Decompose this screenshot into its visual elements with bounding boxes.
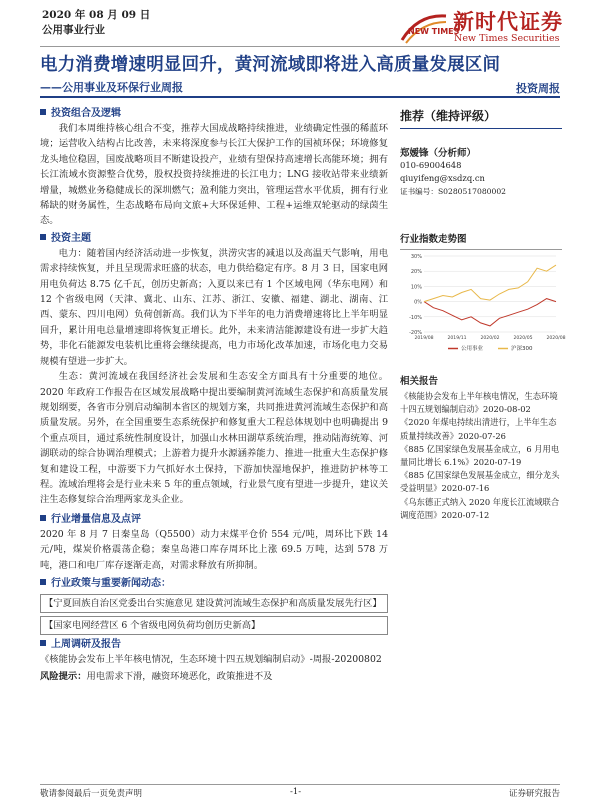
chart-title: 行业指数走势图 bbox=[400, 234, 467, 245]
report-type-label: 投资周报 bbox=[516, 82, 560, 95]
company-name-en: New Times Securities bbox=[454, 33, 560, 44]
square-bullet-icon bbox=[40, 579, 46, 585]
section-heading: 上周调研及报告 bbox=[40, 637, 388, 652]
series-line-csi300 bbox=[424, 265, 556, 302]
footer-label: 证券研究报告 bbox=[508, 789, 560, 799]
square-bullet-icon bbox=[40, 515, 46, 521]
rating-label: 推荐（维持评级） bbox=[400, 109, 497, 123]
related-reports-list bbox=[400, 390, 562, 522]
related-report-link[interactable]: 《885 亿国家绿色发展基金成立，6 月用电量同比增长 6.1%》2020-07-19 bbox=[400, 443, 560, 468]
risk-text: 用电需求下滑，融资环境恶化，政策推进不及 bbox=[86, 671, 273, 683]
y-tick-label: 0% bbox=[414, 299, 422, 306]
header-divider bbox=[40, 46, 560, 47]
news-item: 【宁夏回族自治区党委出台实施意见 建设黄河流域生态保护和高质量发展先行区】 bbox=[40, 594, 388, 613]
y-tick-label: 30% bbox=[410, 254, 422, 260]
main-content bbox=[40, 106, 388, 685]
analyst-email[interactable]: qiuyifeng@xsdzq.cn bbox=[400, 173, 485, 183]
section-heading: 行业政策与重要新闻动态： bbox=[40, 576, 388, 591]
report-title: 电力消费增速明显回升，黄河流域即将进入高质量发展区间 bbox=[40, 55, 501, 75]
portfolio-paragraph: 我们本周维持核心组合不变，推荐大国成战略持续推进，业绩确定性强的稀蓝环境；运营收入结构占比改善，未来将深度参与长江大保护工作的国祯环保；环境修复龙头地位稳固，国废战略项目不断建设投产，业绩有望保持高速增长高能环境；拥有长江流域水资源整合优势，股权投资持续推进的长江电力；LNG 接收站带来业绩新增量，城燃业务稳健成长的深圳燃气；盈利能力突出，管理运营水平优质，拥有行业稀缺的财务属性，生态战略布局向文旅+大环保延伸、工程+运维双轮驱动的绿茵生态。 bbox=[40, 123, 388, 227]
legend-label: 公用事业 bbox=[461, 346, 484, 352]
news-item: 【国家电网经营区 6 个省级电网负荷均创历史新高】 bbox=[40, 616, 388, 635]
analyst-name: 郑嫒锋（分析师） bbox=[400, 148, 477, 159]
risk-warning bbox=[40, 669, 388, 684]
square-bullet-icon bbox=[40, 109, 46, 115]
industry-label: 公用事业行业 bbox=[42, 24, 105, 36]
footer-divider bbox=[40, 784, 560, 785]
page-number: -1- bbox=[290, 787, 302, 797]
analyst-cert: 证书编号：S0280517080002 bbox=[400, 187, 506, 196]
title-divider bbox=[40, 96, 560, 98]
square-bullet-icon bbox=[40, 234, 46, 240]
related-report-link[interactable]: 《核能协会发布上半年核电情况，生态环境十四五规划编制启动》2020-08-02 bbox=[400, 391, 558, 415]
related-report-link[interactable]: 《885 亿国家绿色发展基金成立，细分龙头受益明显》2020-07-16 bbox=[400, 470, 560, 494]
index-chart bbox=[400, 249, 566, 361]
disclaimer-note: 敬请参阅最后一页免责声明 bbox=[40, 789, 143, 799]
company-name-cn: 新时代证券 bbox=[453, 10, 563, 34]
legend-label: 沪深300 bbox=[511, 346, 533, 352]
series-line-utilities bbox=[424, 299, 556, 326]
y-tick-label: -20% bbox=[409, 330, 422, 336]
sidebar-divider bbox=[400, 128, 562, 129]
y-tick-label: -10% bbox=[409, 314, 422, 321]
research-report-line: 《核能协会发布上半年核电情况，生态环境十四五规划编制启动》-周报-20200802 bbox=[40, 653, 382, 665]
x-tick-label: 2020/08 bbox=[546, 336, 566, 341]
ecology-paragraph: 生态：黄河流域在我国经济社会发展和生态安全方面具有十分重要的地位。2020 年政府工作报告在区域发展战略中提出要编制黄河流域生态保护和高质量发展规划纲要，各省市分别启动编制本省区的规划方案，共同推进黄河流域生态保护和高质量发展。另外，在全国重要生态系统保护和修复重大工程总体规划中也明确提出 9 个重点项目，通过系统性制度设计，加强山水林田湖草系统治理，推动陆海统筹、河湖联动的综合协调治理模式；上游着力提升水源涵养能力、推进一批重大生态保护修复和建设工程，中游要下力气抓好水土保持，下游加快湿地保护，推进防护林等工程。流域治理将会是行业未来 5 年的重点领域，行业景气度有望进一步提升，建议关注生态修复综合治理两家龙头企业。 bbox=[40, 371, 388, 506]
company-logo-icon bbox=[400, 10, 460, 46]
report-date: 2020 年 08 月 09 日 bbox=[42, 9, 151, 21]
x-tick-label: 2019/11 bbox=[447, 336, 467, 341]
x-tick-label: 2020/05 bbox=[513, 336, 533, 341]
section-heading: 投资主题 bbox=[40, 231, 388, 246]
related-report-link[interactable]: 《乌东德正式纳入 2020 年度长江流域联合调度范围》2020-07-12 bbox=[400, 496, 560, 520]
x-tick-label: 2019/08 bbox=[414, 336, 434, 341]
section-heading: 投资组合及逻辑 bbox=[40, 106, 388, 121]
index-chart-svg bbox=[400, 250, 566, 358]
analyst-phone: 010-69004648 bbox=[400, 160, 462, 170]
electricity-paragraph: 电力：随着国内经济活动进一步恢复，洪涝灾害的减退以及高温天气影响，用电需求持续恢复，并且呈现需求旺盛的状态，电力供给稳定有序。8 月 3 日，国家电网用电负荷达 8.75 亿千瓦，创历史新高；入夏以来已有 1 个区域电网（华东电网）和 12 个省级电网（天津、冀北、山东、江苏、浙江、安徽、福建、湖北、湖南、江西、蒙东、四川电网）负荷创新高。我们认为下半年的电力消费增速将比上半年明显回升，累计用电总量增速即将恢复正增长。此外，未来清洁能源建设有进一步扩大趋势，非化石能源发电装机比重将会继续提高，电力市场化改革加速，市场化电力交易规模有望进一步扩大。 bbox=[40, 247, 388, 367]
y-tick-label: 20% bbox=[410, 269, 422, 276]
sidebar bbox=[400, 106, 566, 522]
report-subtitle: ——公用事业及环保行业周报 bbox=[40, 81, 183, 94]
section-heading: 行业增量信息及点评 bbox=[40, 512, 388, 527]
related-reports-title: 相关报告 bbox=[400, 376, 439, 387]
related-report-link[interactable]: 《2020 年煤电持续出清进行，上半年生态质量持续改善》2020-07-26 bbox=[400, 417, 557, 441]
coal-price-paragraph: 2020 年 8 月 7 日秦皇岛（Q5500）动力末煤平仓价 554 元/吨，周环比下跌 14 元/吨，煤炭价格震荡企稳；秦皇岛港口库存周环比上涨 69.5 万吨，达到 578 万吨，港口和电厂库存逐渐走高，对需求释放有所抑制。 bbox=[40, 528, 388, 571]
x-tick-label: 2020/02 bbox=[480, 336, 500, 341]
logo-badge-text: NEW TIMES bbox=[408, 27, 460, 36]
square-bullet-icon bbox=[40, 640, 46, 646]
y-tick-label: 10% bbox=[410, 284, 422, 291]
risk-label: 风险提示： bbox=[40, 671, 87, 683]
